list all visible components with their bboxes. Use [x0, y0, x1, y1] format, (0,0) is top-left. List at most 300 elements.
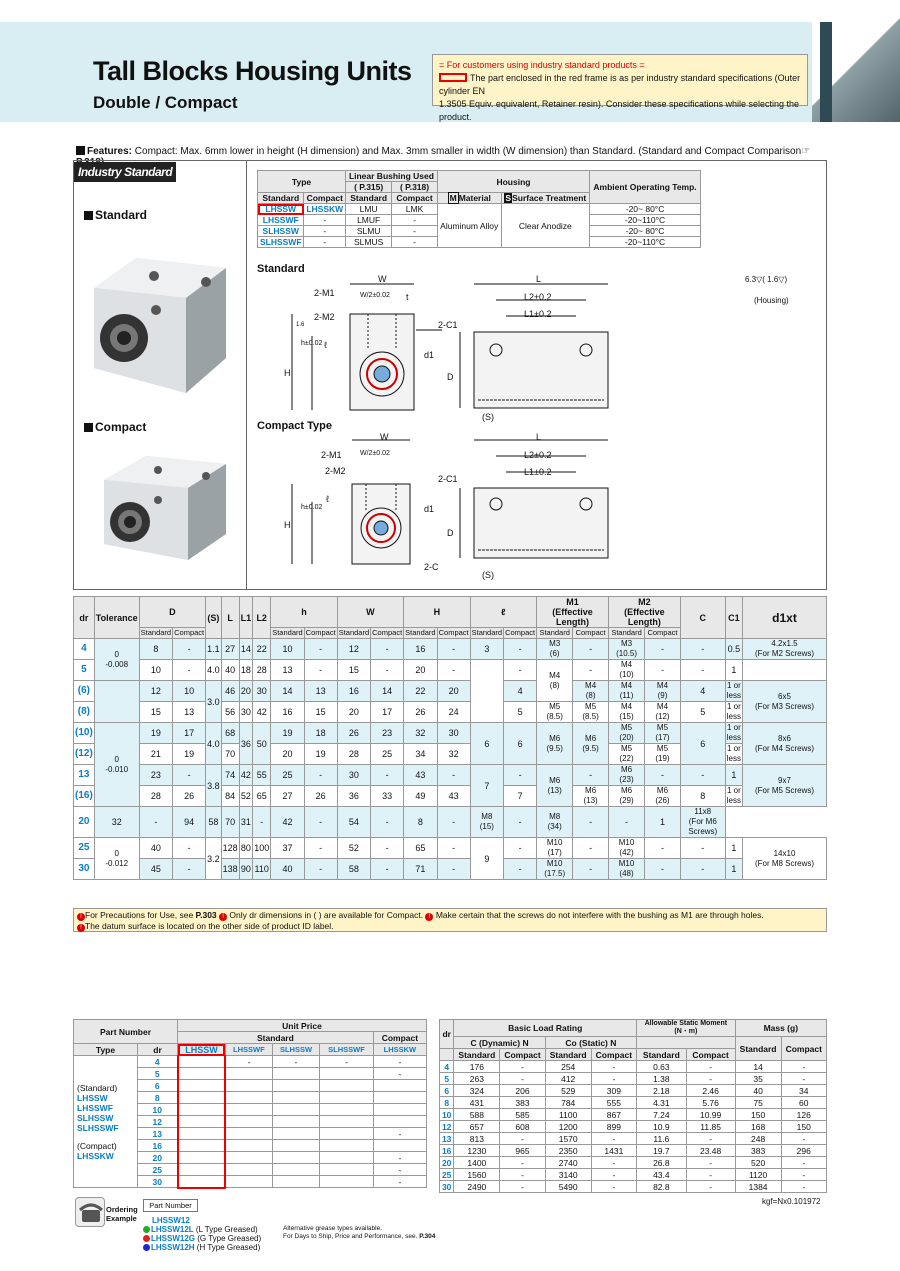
dim-cell: 32	[404, 723, 437, 744]
dim-cell: M10 (48)	[608, 859, 644, 880]
dim-cell: 5	[74, 660, 95, 681]
dim-cell: 25	[74, 838, 95, 859]
dim-cell: 5	[504, 702, 537, 723]
th-housing: Housing	[437, 171, 589, 193]
red-frame-icon	[439, 73, 467, 82]
dim-cell: -	[645, 660, 681, 681]
dim-cell: 12	[139, 681, 172, 702]
dim-cell: -	[437, 838, 470, 859]
dim-cell: M5 (22)	[608, 744, 644, 765]
price-dr: 4	[138, 1056, 178, 1068]
dim-cell: -	[371, 838, 404, 859]
note-4: The datum surface is located on the other side of product ID label.	[85, 921, 334, 931]
dim-D-compact: D	[447, 528, 454, 538]
price-cell	[272, 1140, 319, 1152]
price-cell	[178, 1164, 226, 1176]
dim-cell: -	[304, 859, 337, 880]
dim-cell: M5 (8.5)	[537, 702, 573, 723]
th-sub: Standard	[405, 628, 436, 637]
table-row	[258, 204, 701, 215]
dim-cell: 1	[725, 765, 742, 786]
dim-cell: 1 or less	[726, 681, 741, 700]
th-blank	[637, 1037, 736, 1049]
kgf-note: kgf=Nx0.101972	[762, 1197, 821, 1206]
alt-note-ref: P.304	[419, 1233, 436, 1240]
dim-L2-compact: L2±0.2	[524, 450, 552, 460]
dim-cell: 33	[371, 786, 404, 807]
dim-cell	[94, 681, 139, 723]
th-sub: Standard	[608, 628, 644, 639]
load-cell: 588	[454, 1109, 500, 1121]
th-S: (S)	[206, 597, 222, 639]
dim-cell: 8	[139, 639, 172, 660]
price-type-label: (Compact)	[77, 1140, 117, 1151]
dim-h: h±0.02	[301, 340, 323, 347]
load-cell: 60	[781, 1097, 826, 1109]
price-cell	[373, 1140, 426, 1152]
dim-cell: -	[680, 838, 725, 859]
dim-cell: M10 (17.5)	[537, 859, 573, 880]
load-cell: -	[591, 1181, 636, 1193]
dim-cell: 25	[371, 744, 404, 765]
dim-cell: -	[437, 807, 470, 838]
dim-L-compact: L	[536, 432, 542, 442]
dim-cell: 30	[337, 765, 370, 786]
price-cell	[320, 1104, 374, 1116]
note-line-2	[77, 921, 823, 932]
dim-cell: 55	[253, 765, 271, 786]
order-example-2	[143, 1225, 261, 1234]
price-table	[73, 1019, 427, 1189]
th-ldr: dr	[440, 1020, 454, 1049]
dim-cell: -	[371, 660, 404, 681]
table-row	[440, 1073, 827, 1085]
load-cell: 813	[454, 1133, 500, 1145]
dim-cell: 65	[404, 838, 437, 859]
price-type-cell	[74, 1056, 138, 1188]
table-row	[74, 1056, 427, 1068]
order-note-4: (H Type Greased)	[196, 1243, 261, 1252]
load-cell: 16	[440, 1145, 454, 1157]
dim-cell: 50	[253, 723, 271, 765]
dim-cell: 28	[253, 660, 271, 681]
dim-cell: (10)	[74, 723, 95, 744]
type-lc: -	[392, 215, 438, 226]
note-ref-303: P.303	[195, 910, 217, 920]
price-cell	[225, 1128, 272, 1140]
price-cell: -	[320, 1056, 374, 1068]
type-cmp: -	[304, 237, 346, 248]
type-lc: -	[392, 226, 438, 237]
dim-W-compact: W	[380, 432, 389, 442]
load-cell: 4.31	[637, 1097, 687, 1109]
th-surface	[501, 193, 590, 204]
dim-cell: 22	[404, 681, 437, 702]
load-cell: 5490	[545, 1181, 591, 1193]
dim-cell: -	[645, 838, 681, 859]
dim-t: t	[406, 292, 409, 302]
dim-cell: -	[573, 765, 609, 786]
th-d1xt: d1xt	[743, 597, 827, 639]
dim-cell: 4	[74, 639, 95, 660]
compact-block-photo	[96, 448, 236, 568]
dim-cell: 42	[239, 765, 253, 786]
dim-cell: -	[304, 838, 337, 859]
table-row	[74, 838, 827, 859]
dim-cell: M5 (8.5)	[573, 702, 609, 723]
load-cell: 520	[735, 1157, 781, 1169]
type-temp: -20~ 80°C	[590, 226, 701, 237]
dim-cell: M4 (8)	[537, 660, 573, 702]
order-example-4	[143, 1243, 261, 1252]
load-cell: 10.9	[637, 1121, 687, 1133]
dim-cell: 17	[173, 723, 206, 744]
dim-S: (S)	[482, 412, 494, 422]
dim-cell: 4.2x1.5 (For M2 Screws)	[743, 639, 827, 660]
dim-cell: 4	[504, 681, 537, 702]
blue-dot-icon	[143, 1244, 150, 1251]
ordering-phone-icon	[75, 1197, 105, 1227]
dim-cell: 1	[645, 807, 681, 838]
th-sub: Compact	[305, 628, 336, 637]
standard-label	[84, 208, 147, 222]
dim-cell: -	[504, 807, 537, 838]
dim-cell: M4 (8)	[573, 681, 609, 702]
load-cell: 34	[781, 1085, 826, 1097]
th-L1: L1	[239, 597, 253, 639]
dim-cell: 15	[337, 660, 370, 681]
dim-cell: 28	[337, 744, 370, 765]
load-cell: 1230	[454, 1145, 500, 1157]
dim-cell: 30	[74, 859, 95, 880]
dim-cell: 52	[337, 838, 370, 859]
th-sub: Standard	[338, 628, 370, 637]
price-cell	[373, 1092, 426, 1104]
th-H: H	[404, 597, 470, 628]
dim-H-compact: H	[284, 520, 291, 530]
material-text: Material	[458, 193, 491, 203]
dim-cell: M8 (34)	[537, 807, 573, 838]
load-cell: 126	[781, 1109, 826, 1121]
dim-cell: 4.0	[206, 723, 222, 765]
dim-cell: 37	[271, 838, 304, 859]
th-tolerance: Tolerance	[94, 597, 139, 639]
dim-cell: -	[253, 807, 271, 838]
dim-cell: 0 -0.008	[94, 639, 139, 681]
th-D: D	[139, 597, 205, 628]
dim-cell: 3.0	[206, 681, 222, 723]
dim-W2: W/2±0.02	[360, 292, 390, 299]
dim-cell: 0.5	[725, 639, 742, 660]
dim-l: ℓ	[324, 340, 327, 350]
dim-cell: 26	[173, 786, 206, 807]
price-dr: 6	[138, 1080, 178, 1092]
dim-cell: -	[437, 660, 470, 681]
price-cell	[225, 1116, 272, 1128]
dim-cell: 0 -0.010	[94, 723, 139, 807]
th-sub: Compact	[372, 628, 403, 637]
price-cell	[178, 1092, 226, 1104]
th-sub: Standard	[454, 1049, 500, 1061]
table-row	[440, 1133, 827, 1145]
load-cell: 7.24	[637, 1109, 687, 1121]
th-basic: Basic Load Rating	[454, 1020, 637, 1037]
dim-M2-compact: 2-M2	[325, 466, 346, 476]
order-note-2: (L Type Greased)	[195, 1225, 258, 1234]
load-cell: -	[686, 1061, 735, 1073]
dim-cell: M5 (19)	[645, 744, 681, 765]
dim-cell: -	[573, 639, 609, 660]
table-row	[440, 1157, 827, 1169]
load-cell: 12	[440, 1121, 454, 1133]
price-cell: -	[373, 1056, 426, 1068]
th-lstandard: Standard	[346, 193, 392, 204]
table-row	[74, 765, 827, 786]
dim-M1-compact: 2-M1	[321, 450, 342, 460]
ordering-part-number-box: Part Number	[143, 1199, 198, 1212]
ordering-label	[106, 1205, 138, 1223]
th-moment-unit: (N・m)	[674, 1028, 698, 1035]
price-dr: 30	[138, 1176, 178, 1188]
price-cell	[178, 1128, 226, 1140]
th-col: SLHSSW	[272, 1044, 319, 1056]
red-dot-icon	[143, 1235, 150, 1242]
table-row	[440, 1109, 827, 1121]
dim-cell: M6 (23)	[608, 765, 644, 786]
load-cell: 309	[591, 1085, 636, 1097]
type-ls: LMUF	[346, 215, 392, 226]
dim-cell: 0 -0.012	[94, 838, 139, 880]
dim-cell: 3.2	[206, 838, 222, 880]
load-cell: 75	[735, 1097, 781, 1109]
load-cell: 150	[781, 1121, 826, 1133]
dim-cell: 13	[304, 681, 337, 702]
dim-cell: 19	[304, 744, 337, 765]
dim-cell: M6 (13)	[537, 765, 573, 807]
dim-l-compact: ℓ	[326, 494, 329, 504]
load-cell: 585	[500, 1109, 545, 1121]
table-row	[74, 702, 827, 723]
dim-cell: 1 or less	[726, 786, 741, 805]
th-sub: Compact	[438, 628, 469, 637]
th-p318: ( P.318)	[392, 182, 438, 193]
price-dr: 10	[138, 1104, 178, 1116]
dim-cell: 20	[271, 744, 304, 765]
load-cell: 254	[545, 1061, 591, 1073]
load-cell: 1400	[454, 1157, 500, 1169]
load-cell: 1560	[454, 1169, 500, 1181]
load-cell: 608	[500, 1121, 545, 1133]
dim-H: H	[284, 368, 291, 378]
th-ptype: Type	[74, 1044, 138, 1056]
th-sub: Compact	[686, 1049, 735, 1061]
industry-standard-tag: Industry Standard	[74, 162, 176, 182]
dim-cell: 17	[371, 702, 404, 723]
dim-cell: 49	[404, 786, 437, 807]
drawing-standard-label: Standard	[257, 263, 305, 275]
dim-cell: -	[573, 838, 609, 859]
dim-cell: 20	[337, 702, 370, 723]
dim-cell: 22	[253, 639, 271, 660]
price-cell	[272, 1092, 319, 1104]
type-table	[257, 170, 701, 248]
dim-cell	[743, 660, 827, 681]
dim-cell: -	[437, 859, 470, 880]
th-L2: L2	[253, 597, 271, 639]
dim-cell: -	[608, 807, 644, 838]
dim-cell: 14	[271, 681, 304, 702]
dim-d1-compact: d1	[424, 504, 435, 514]
load-cell: 43.4	[637, 1169, 687, 1181]
price-cell	[225, 1092, 272, 1104]
load-cell: 6	[440, 1085, 454, 1097]
load-cell: 657	[454, 1121, 500, 1133]
dim-cell: 1	[725, 859, 742, 880]
price-cell	[320, 1176, 374, 1188]
load-cell: 20	[440, 1157, 454, 1169]
load-cell: 23.48	[686, 1145, 735, 1157]
th-M2-text: M2	[638, 597, 651, 607]
dim-cell: 40	[139, 838, 172, 859]
price-type-label: LHSSKW	[77, 1150, 114, 1161]
dim-C-compact: 2-C	[424, 562, 439, 572]
price-cell	[320, 1116, 374, 1128]
th-M1-text: M1	[566, 597, 579, 607]
dim-D: D	[447, 372, 454, 382]
dim-cell: 1.1	[206, 639, 222, 660]
dim-cell: 84	[221, 786, 239, 807]
load-cell: 14	[735, 1061, 781, 1073]
load-cell: 8	[440, 1097, 454, 1109]
load-cell: 19.7	[637, 1145, 687, 1157]
dim-cell: (8)	[74, 702, 95, 723]
dim-cell: -	[371, 807, 404, 838]
th-pdr: dr	[138, 1044, 178, 1056]
dim-cell: M4 (15)	[608, 702, 644, 723]
load-cell: -	[781, 1073, 826, 1085]
dim-M1: 2-M1	[314, 288, 335, 298]
load-cell: 11.6	[637, 1133, 687, 1145]
dim-cell: (6)	[74, 681, 95, 702]
load-cell: -	[686, 1181, 735, 1193]
th-W: W	[337, 597, 403, 628]
dim-cell: 23	[371, 723, 404, 744]
table-row	[74, 639, 827, 660]
th-pstandard: Standard	[178, 1032, 374, 1044]
order-code-4: LHSSW12H	[151, 1243, 195, 1252]
dim-cell: -	[504, 859, 537, 880]
load-cell: 35	[735, 1073, 781, 1085]
dim-cell: 58	[337, 859, 370, 880]
th-col: SLHSSWF	[320, 1044, 374, 1056]
order-note-3: (G Type Greased)	[197, 1234, 262, 1243]
price-cell	[178, 1116, 226, 1128]
th-mass: Mass (g)	[735, 1020, 826, 1037]
dim-cell: M3 (6)	[537, 639, 573, 660]
load-cell: -	[781, 1133, 826, 1145]
price-cell	[272, 1104, 319, 1116]
price-cell: -	[373, 1164, 426, 1176]
dim-cell: 14	[239, 639, 253, 660]
dim-cell: 1 or less	[726, 744, 741, 763]
caution-icon: !	[77, 913, 85, 921]
dim-cell: -	[173, 859, 206, 880]
note-1: For Precautions for Use, see	[85, 910, 196, 920]
price-dr: 12	[138, 1116, 178, 1128]
order-code-2: LHSSW12L	[151, 1225, 194, 1234]
load-cell: -	[591, 1061, 636, 1073]
dimension-body	[74, 639, 827, 880]
dim-cell: -	[304, 639, 337, 660]
dim-cell: 30	[437, 723, 470, 744]
dim-cell: 18	[239, 660, 253, 681]
dim-cell: M8 (15)	[470, 807, 503, 838]
ordering-label-1: Ordering	[106, 1205, 138, 1214]
price-cell	[373, 1104, 426, 1116]
page-title: Tall Blocks Housing Units	[93, 56, 412, 86]
th-linear: Linear Bushing Used	[346, 171, 438, 182]
price-cell: -	[373, 1128, 426, 1140]
order-example-3	[143, 1234, 261, 1243]
dim-cell: -	[680, 639, 725, 660]
load-cell: 176	[454, 1061, 500, 1073]
dim-cell: M4 (10)	[608, 660, 644, 681]
bullet-square-icon	[84, 423, 93, 432]
dim-cell: 16	[337, 681, 370, 702]
dim-cell: 8	[404, 807, 437, 838]
dim-cell: 4	[680, 681, 725, 702]
load-cell: -	[686, 1133, 735, 1145]
load-cell: 11.85	[686, 1121, 735, 1133]
notice-text-1: The part enclosed in the red frame is as per industry standard specifications (Outer cylinder EN	[439, 73, 801, 96]
dim-cell: 36	[239, 723, 253, 765]
note-3: Make certain that the screws do not interfere with the bushing as M1 are through holes.	[433, 910, 764, 920]
load-cell: 1120	[735, 1169, 781, 1181]
type-temp: -20~110°C	[590, 237, 701, 248]
dim-cell: 8x6 (For M4 Screws)	[743, 723, 827, 765]
load-cell: 2.18	[637, 1085, 687, 1097]
dim-cell: -	[173, 838, 206, 859]
dim-cell: -	[680, 859, 725, 880]
type-cmp: LHSSKW	[304, 204, 346, 215]
load-cell: 5.76	[686, 1097, 735, 1109]
dim-cell: 19	[173, 744, 206, 765]
dim-cell: 28	[139, 786, 172, 807]
dim-W2-compact: W/2±0.02	[360, 450, 390, 457]
dim-cell: 7	[470, 765, 503, 807]
dim-cell: 13	[271, 660, 304, 681]
load-cell: 324	[454, 1085, 500, 1097]
dim-cell: 18	[304, 723, 337, 744]
load-cell: 899	[591, 1121, 636, 1133]
dim-cell: 9x7 (For M5 Screws)	[743, 765, 827, 807]
type-std: SLHSSWF	[258, 237, 304, 248]
th-sub: Compact	[645, 628, 681, 639]
load-cell: 82.8	[637, 1181, 687, 1193]
dim-cell: 15	[304, 702, 337, 723]
price-dr: 13	[138, 1128, 178, 1140]
dim-cell: 12	[337, 639, 370, 660]
load-cell: -	[591, 1169, 636, 1181]
type-lc: LMK	[392, 204, 438, 215]
dim-cell: (12)	[74, 744, 95, 765]
dim-cell: 16	[271, 702, 304, 723]
dim-cell	[470, 660, 503, 723]
dim-cell: 3.8	[206, 765, 222, 807]
load-cell: -	[781, 1169, 826, 1181]
standard-block-photo	[86, 248, 236, 398]
dim-cell: 21	[139, 744, 172, 765]
